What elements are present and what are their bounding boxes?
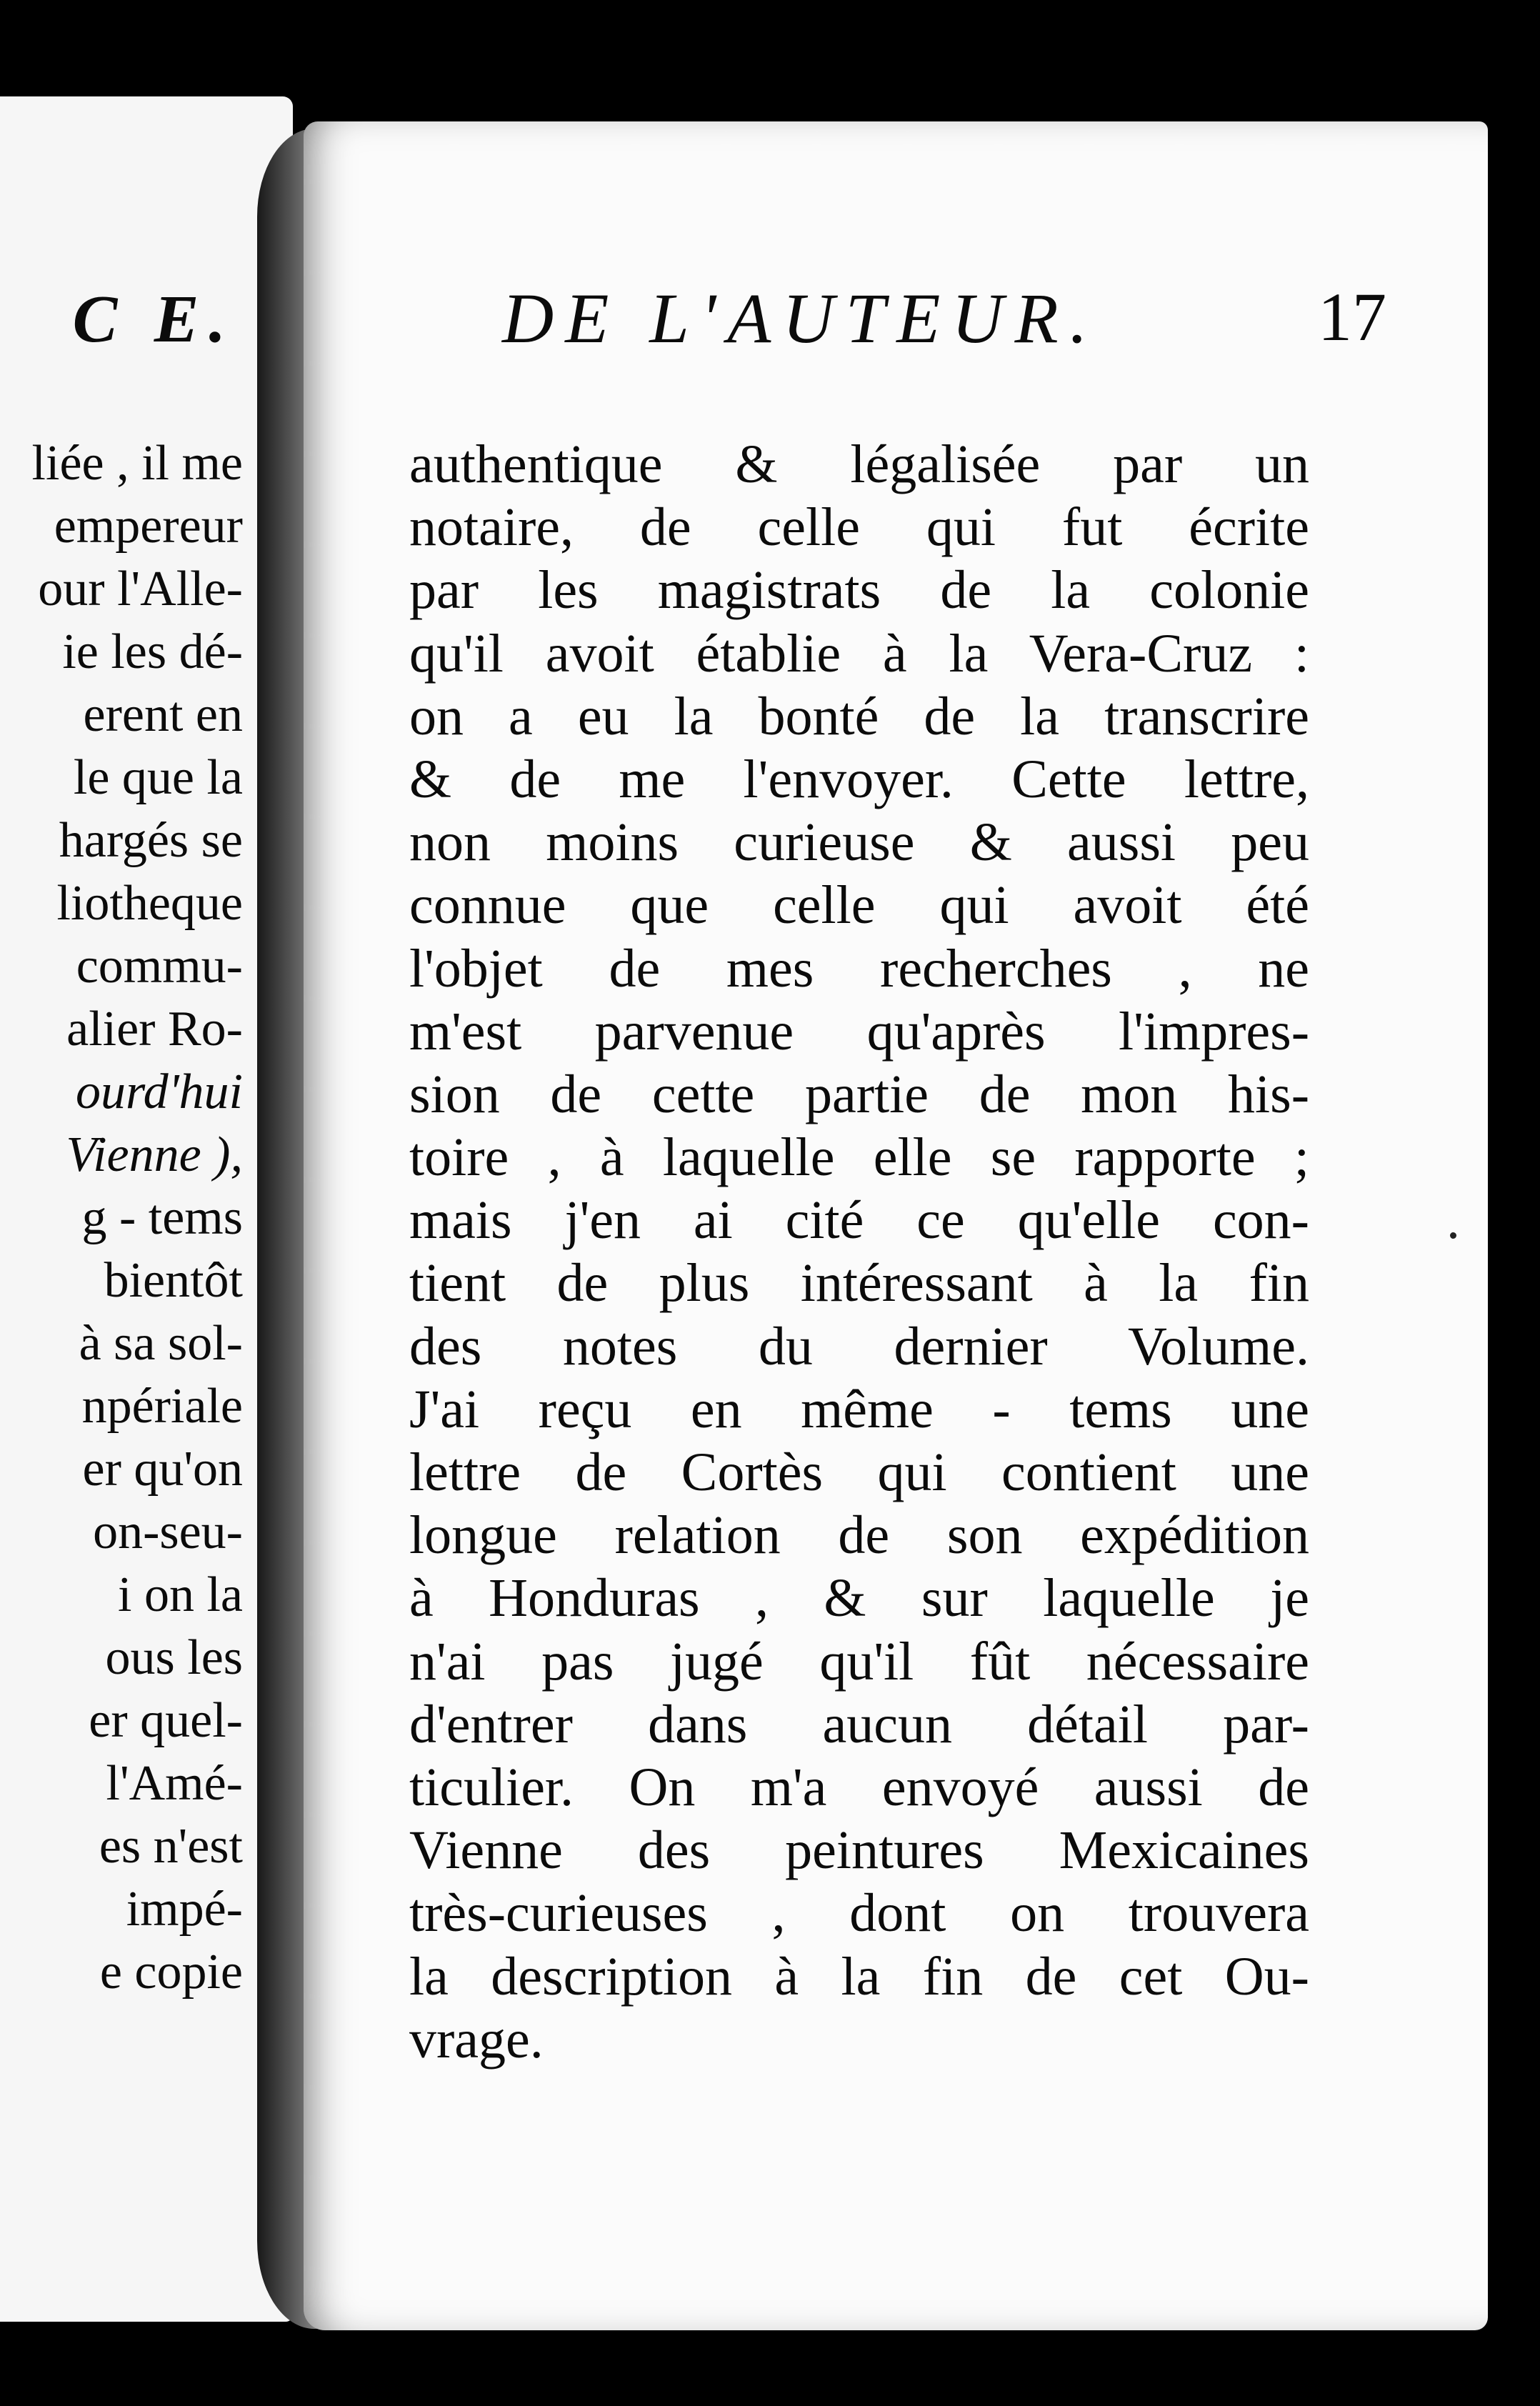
left-page-line: g - tems bbox=[81, 1190, 243, 1245]
left-page-line: our l'Alle- bbox=[38, 561, 243, 617]
left-page-line: à sa sol- bbox=[79, 1316, 243, 1371]
left-page-line: erent en bbox=[83, 687, 243, 742]
left-page-line: er quel- bbox=[89, 1693, 243, 1748]
text-line: vrage. bbox=[409, 2009, 544, 2070]
left-page-text bbox=[32, 432, 243, 2004]
text-line: m'est parvenue qu'après l'impres- bbox=[409, 1001, 1309, 1062]
left-page-line: l'Amé- bbox=[106, 1756, 243, 1811]
text-line: n'ai pas jugé qu'il fût nécessaire bbox=[409, 1631, 1309, 1692]
left-page-line: liée , il me bbox=[31, 436, 243, 491]
text-line: notaire, de celle qui fut écrite bbox=[409, 497, 1309, 558]
text-line: à Honduras , & sur laquelle je bbox=[409, 1568, 1309, 1629]
left-page-line: bientôt bbox=[104, 1253, 243, 1308]
left-page-line: ourd'hui bbox=[75, 1064, 243, 1119]
left-page-line: e copie bbox=[99, 1945, 243, 2000]
text-line: J'ai reçu en même - tems une bbox=[409, 1379, 1309, 1439]
text-line: ticulier. On m'a envoyé aussi de bbox=[409, 1757, 1309, 1817]
left-page-line: ous les bbox=[105, 1630, 243, 1685]
text-line: la description à la fin de cet Ou- bbox=[409, 1946, 1309, 2007]
text-line: lettre de Cortès qui contient une bbox=[409, 1442, 1309, 1502]
text-line: non moins curieuse & aussi peu bbox=[409, 812, 1309, 873]
left-page-line: empereur bbox=[54, 499, 243, 554]
text-line: toire , à laquelle elle se rapporte ; bbox=[409, 1127, 1309, 1188]
text-line: très-curieuses , dont on trouvera bbox=[409, 1883, 1309, 1944]
left-page-line: on-seu- bbox=[93, 1504, 243, 1559]
text-line: & de me l'envoyer. Cette lettre, bbox=[409, 749, 1309, 809]
text-line: sion de cette partie de mon his- bbox=[409, 1064, 1309, 1124]
text-line: longue relation de son expédition bbox=[409, 1505, 1309, 1566]
left-page-line: npériale bbox=[81, 1379, 243, 1434]
page-number: 17 bbox=[1318, 279, 1386, 355]
text-line: l'objet de mes recherches , ne bbox=[409, 938, 1309, 999]
running-head bbox=[502, 277, 1488, 363]
text-line: mais j'en ai cité ce qu'elle con- bbox=[409, 1190, 1309, 1251]
left-page-line: liotheque bbox=[56, 876, 243, 931]
facing-page-left bbox=[0, 96, 293, 2322]
left-page-line: ie les dé- bbox=[62, 624, 243, 679]
text-line: qu'il avoit établie à la Vera-Cruz : bbox=[409, 623, 1309, 684]
ink-speck bbox=[1450, 1232, 1456, 1239]
page-right bbox=[304, 121, 1488, 2330]
left-page-line: le que la bbox=[73, 750, 243, 805]
left-page-line: alier Ro- bbox=[66, 1002, 243, 1057]
left-page-line: hargés se bbox=[59, 813, 243, 868]
text-line: par les magistrats de la colonie bbox=[409, 560, 1309, 621]
text-line: authentique & légalisée par un bbox=[409, 434, 1309, 494]
left-page-line: er qu'on bbox=[82, 1442, 243, 1497]
text-line: tient de plus intéressant à la fin bbox=[409, 1253, 1309, 1314]
text-line: d'entrer dans aucun détail par- bbox=[409, 1694, 1309, 1754]
text-line: Vienne des peintures Mexicaines bbox=[409, 1820, 1309, 1881]
left-running-head: C E. bbox=[72, 282, 236, 356]
left-page-line: commu- bbox=[76, 939, 243, 994]
left-page-line: es n'est bbox=[99, 1819, 243, 1874]
left-page-line: Vienne ), bbox=[66, 1127, 243, 1182]
text-line: connue que celle qui avoit été bbox=[409, 875, 1309, 936]
running-title: DE L'AUTEUR. bbox=[502, 279, 1099, 358]
text-line: on a eu la bonté de la transcrire bbox=[409, 686, 1309, 747]
left-page-line: i on la bbox=[118, 1567, 243, 1622]
body-text bbox=[409, 433, 1309, 2071]
text-line: des notes du dernier Volume. bbox=[409, 1316, 1309, 1377]
left-page-line: impé- bbox=[126, 1882, 243, 1937]
